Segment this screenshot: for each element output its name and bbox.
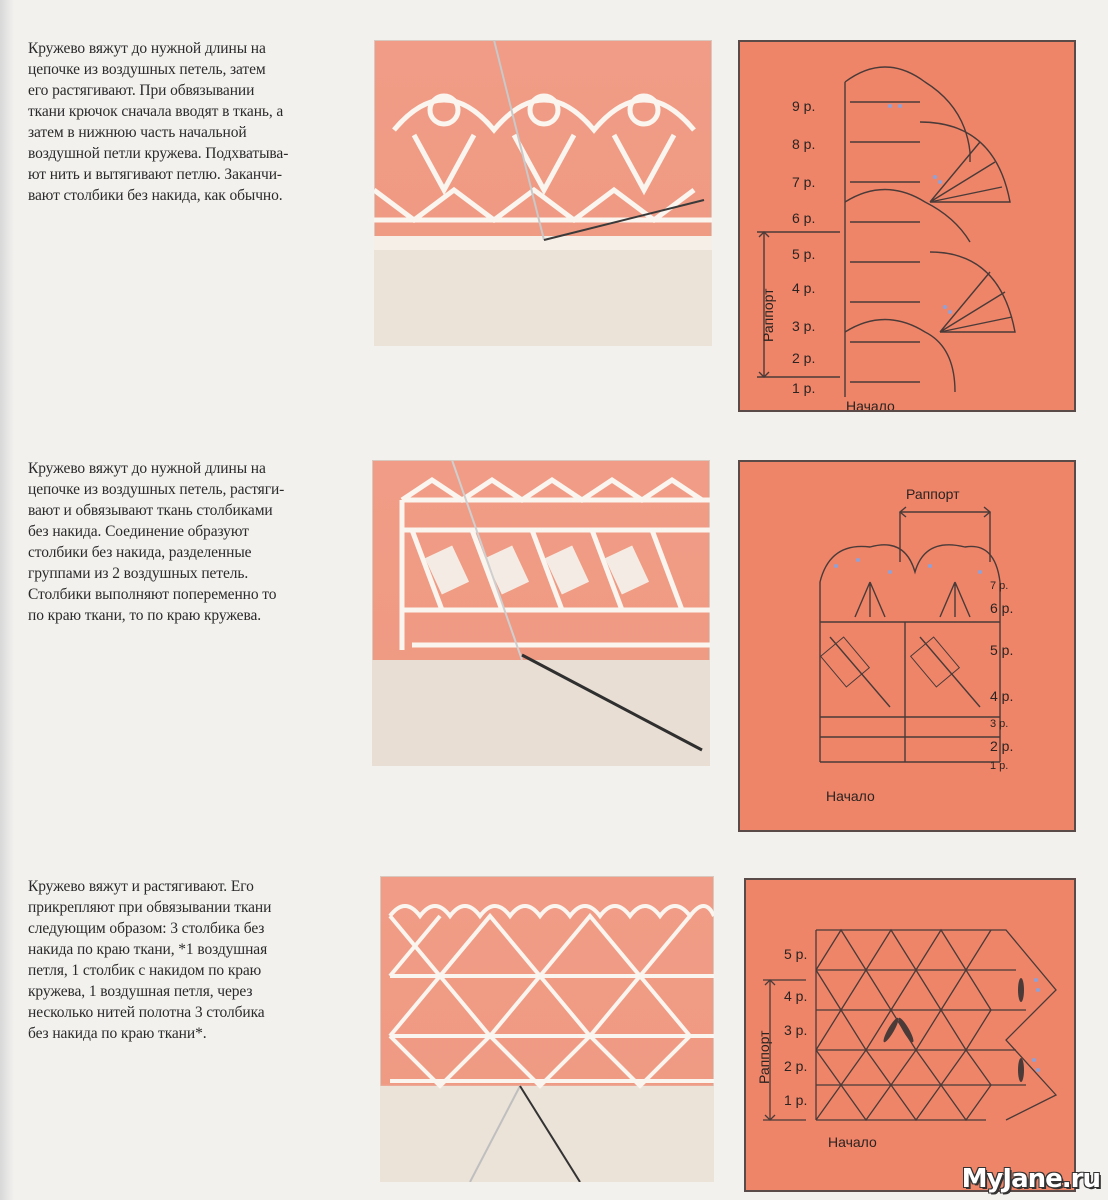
start-label: Начало [846,398,895,412]
lace-photo-1 [374,40,712,346]
row-label: 2 р. [990,738,1014,754]
repeat-label: Раппорт [760,288,776,342]
row-label: 5 р. [784,946,808,962]
lace-photo-3 [380,876,714,1182]
lace-photo-2 [372,460,710,766]
row-label: 2 р. [792,350,816,366]
description-line: Кружево вяжут до нужной длины на [28,460,266,477]
row-label: 4 р. [792,280,816,296]
row-label: 6 р. [792,210,816,226]
row-label: 7 р. [792,174,816,190]
description-line: цепочке из воздушных петель, затем [28,61,266,78]
start-label: Начало [826,788,875,804]
row-label: 1 р. [792,380,816,396]
row-label: 4 р. [990,688,1014,704]
description-line: по краю ткани, то по краю кружева. [28,607,262,624]
crochet-diagram-2 [738,460,1076,832]
description-line: прикрепляют при обвязывании ткани [28,899,272,916]
crochet-diagram-3 [744,878,1076,1192]
description-line: без накида. Соединение образуют [28,523,249,540]
description-line: вают и обвязывают ткань столбиками [28,502,273,519]
row-label: 1 р. [990,760,1009,772]
row-label: 5 р. [990,642,1014,658]
description-line: ют нить и вытягивают петлю. Заканчи- [28,166,282,183]
description-text-2 [28,458,358,626]
row-label: 8 р. [792,136,816,152]
description-line: несколько нитей полотна 3 столбика [28,1004,265,1021]
row-label: 9 р. [792,98,816,114]
row-label: 3 р. [990,718,1009,730]
row-label: 3 р. [784,1022,808,1038]
row-label: 7 р. [990,580,1009,592]
description-line: петля, 1 столбик с накидом по краю [28,962,262,979]
row-label: 4 р. [784,988,808,1004]
description-line: Кружево вяжут до нужной длины на [28,40,266,57]
description-line: Столбики выполняют попеременно то [28,586,277,603]
description-text-1 [28,38,358,206]
description-line: Кружево вяжут и растягивают. Его [28,878,254,895]
description-line: ткани крючок сначала вводят в ткань, а [28,103,284,120]
description-line: его растягивают. При обвязывании [28,82,255,99]
page-spine-shadow [0,0,14,1200]
row-label: 3 р. [792,318,816,334]
description-line: следующим образом: 3 столбика без [28,920,265,937]
repeat-label: Раппорт [756,1030,772,1084]
start-label: Начало [828,1134,877,1150]
crochet-diagram-1 [738,40,1076,412]
description-line: накида по краю ткани, *1 воздушная [28,941,268,958]
description-line: цепочке из воздушных петель, растяги- [28,481,285,498]
row-label: 5 р. [792,246,816,262]
description-line: вают столбики без накида, как обычно. [28,187,283,204]
site-watermark: MyJane.ru [961,1164,1100,1194]
row-label: 6 р. [990,600,1014,616]
row-label: 2 р. [784,1058,808,1074]
row-label: 1 р. [784,1092,808,1108]
repeat-label: Раппорт [906,486,960,502]
description-line: затем в нижнюю часть начальной [28,124,247,141]
description-line: столбики без накида, разделенные [28,544,252,561]
description-line: воздушной петли кружева. Подхватыва- [28,145,289,162]
description-line: кружева, 1 воздушная петля, через [28,983,253,1000]
description-text-3 [28,876,358,1044]
description-line: группами из 2 воздушных петель. [28,565,249,582]
description-line: без накида по краю ткани*. [28,1025,207,1042]
